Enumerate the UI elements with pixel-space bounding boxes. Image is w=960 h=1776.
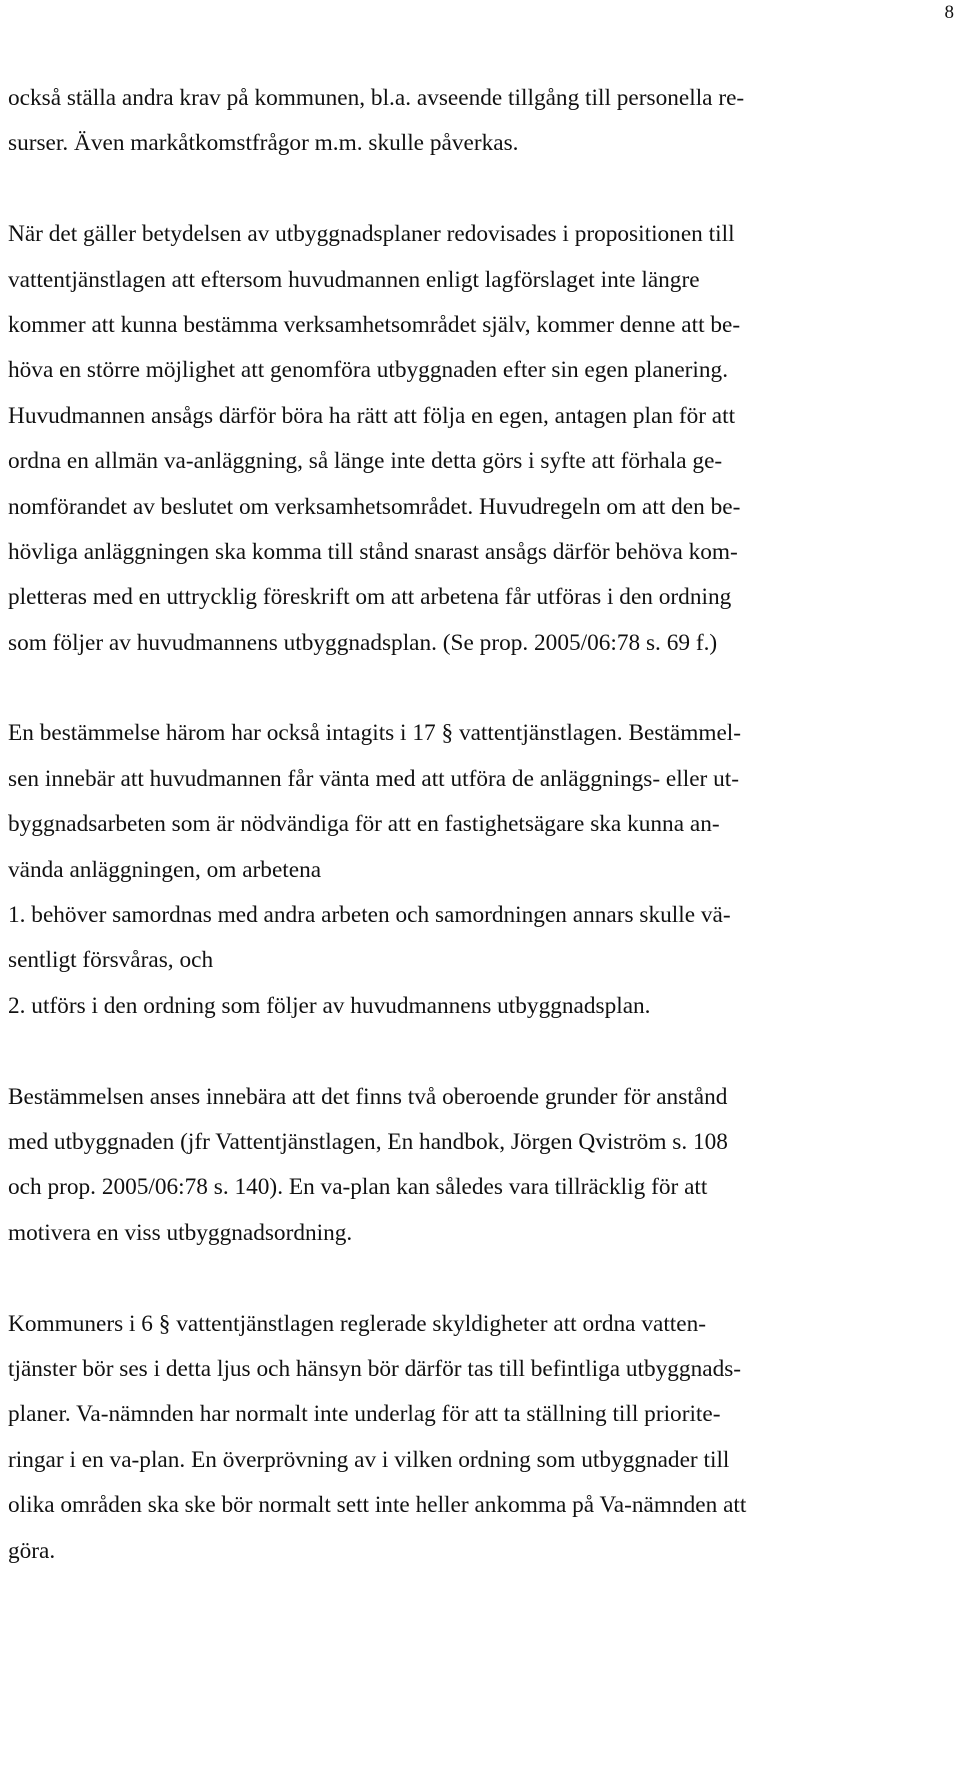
paragraph [8, 1075, 938, 1257]
paragraph-gap [8, 1256, 938, 1301]
text-line: och prop. 2005/06:78 s. 140). En va-plan kan således vara tillräcklig för att [8, 1174, 708, 1201]
text-line: tjänster bör ses i detta ljus och hänsyn bör därför tas till befintliga utbyggnads- [8, 1355, 742, 1382]
text-line: Bestämmelsen anses innebära att det finns två oberoende grunder för anstånd [8, 1083, 728, 1110]
paragraph [8, 1302, 938, 1574]
text-line: En bestämmelse härom har också intagits i 17 § vattentjänstlagen. Bestämmel- [8, 720, 742, 747]
paragraph [8, 76, 938, 167]
text-line: som följer av huvudmannens utbyggnadsplan. (Se prop. 2005/06:78 s. 69 f.) [8, 629, 718, 656]
paragraph [8, 711, 938, 1029]
text-line: sen innebär att huvudmannen får vänta med att utföra de anläggnings- eller ut- [8, 765, 739, 792]
text-line: Huvudmannen ansågs därför böra ha rätt att följa en egen, antagen plan för att [8, 402, 736, 429]
text-line: ringar i en va-plan. En överprövning av i vilken ordning som utbyggnader till [8, 1446, 730, 1473]
text-line: hövliga anläggningen ska komma till stånd snarast ansågs därför behöva kom- [8, 538, 738, 565]
paragraph-gap [8, 666, 938, 711]
text-line: göra. [8, 1537, 56, 1564]
text-line: vända anläggningen, om arbetena [8, 856, 322, 883]
text-line: vattentjänstlagen att eftersom huvudmannen enligt lagförslaget inte längre [8, 266, 700, 293]
text-line: kommer att kunna bestämma verksamhetsområdet själv, kommer denne att be- [8, 311, 741, 338]
text-line: byggnadsarbeten som är nödvändiga för att en fastighetsägare ska kunna an- [8, 811, 720, 838]
document-body [8, 76, 938, 1574]
page-number: 8 [944, 2, 954, 23]
text-line: med utbyggnaden (jfr Vattentjänstlagen, En handbok, Jörgen Qviström s. 108 [8, 1128, 728, 1155]
paragraph-gap [8, 1029, 938, 1074]
text-line: höva en större möjlighet att genomföra utbyggnaden efter sin egen planering. [8, 357, 729, 384]
text-line: Kommuners i 6 § vattentjänstlagen reglerade skyldigheter att ordna vatten- [8, 1310, 707, 1337]
text-line: också ställa andra krav på kommunen, bl.a. avseende tillgång till personella re- [8, 85, 745, 111]
text-line: olika områden ska ske bör normalt sett inte heller ankomma på Va-nämnden att [8, 1492, 747, 1519]
paragraph-gap [8, 167, 938, 212]
list-item-line: sentligt försvåras, och [8, 947, 214, 974]
paragraph [8, 212, 938, 666]
text-line: surser. Även markåtkomstfrågor m.m. skulle påverkas. [8, 130, 519, 157]
text-line: planer. Va-nämnden har normalt inte underlag för att ta ställning till priorite- [8, 1401, 721, 1428]
list-item-line: 2. utförs i den ordning som följer av huvudmannens utbyggnadsplan. [8, 992, 651, 1019]
text-line: nomförandet av beslutet om verksamhetsområdet. Huvudregeln om att den be- [8, 493, 741, 520]
text-line: ordna en allmän va-anläggning, så länge inte detta görs i syfte att förhala ge- [8, 448, 723, 475]
text-line: motivera en viss utbyggnadsordning. [8, 1219, 353, 1246]
text-line: När det gäller betydelsen av utbyggnadsplaner redovisades i propositionen till [8, 221, 735, 248]
text-line: pletteras med en uttrycklig föreskrift om att arbetena får utföras i den ordning [8, 584, 732, 611]
list-item-line: 1. behöver samordnas med andra arbeten och samordningen annars skulle vä- [8, 902, 731, 929]
